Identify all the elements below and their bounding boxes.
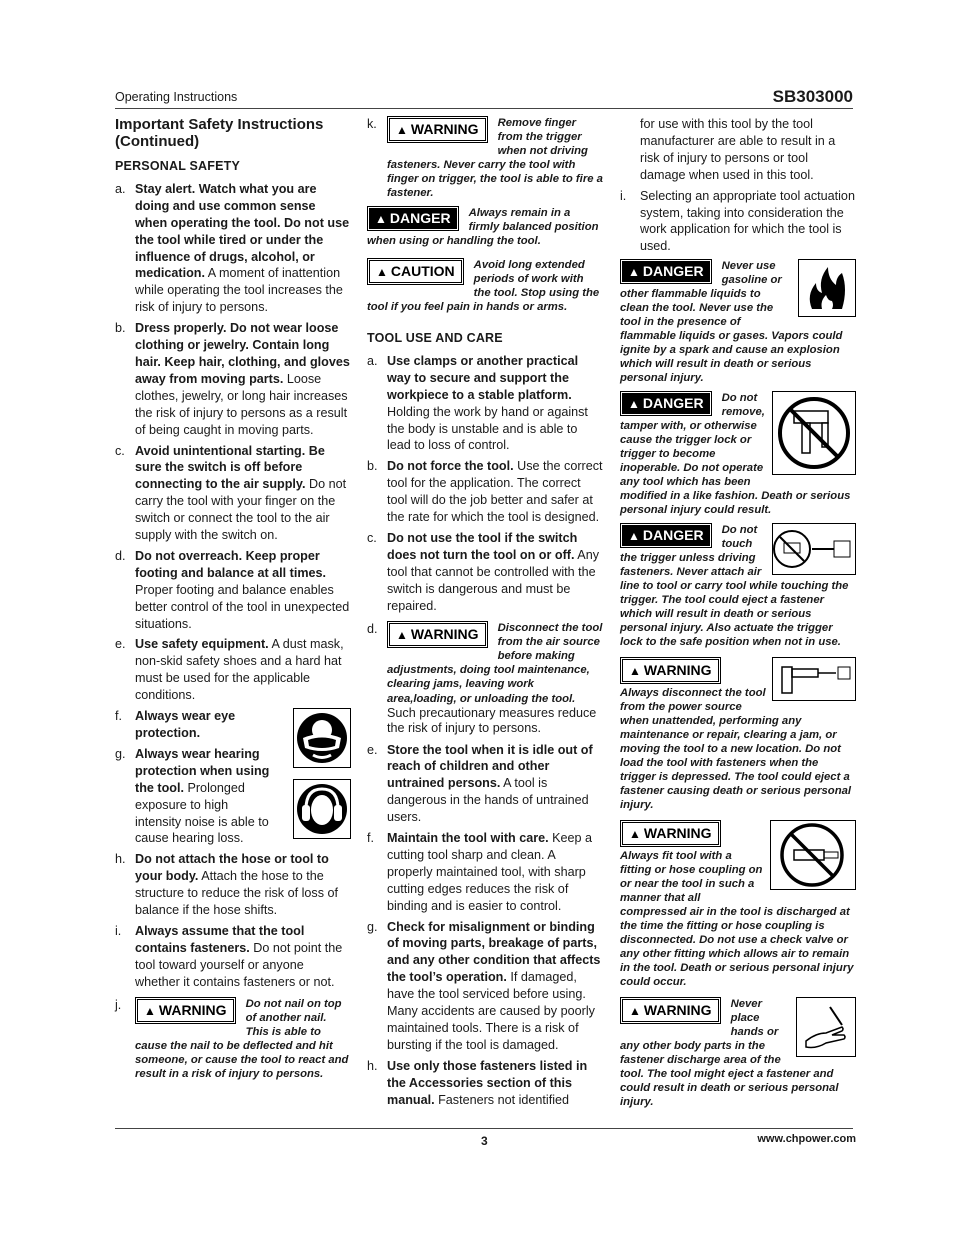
list-item: e. Use safety equipment. A dust mask, non-skid safety shoes and a hard hat must be used for the applicable conditions. [115,637,344,703]
list-item: b. Do not force the tool. Use the correct tool for the application. The correct tool will do the job better and safer at the rate for which the tool is designed. [367,459,603,525]
disconnect-air-icon [772,657,856,701]
warning-badge: ▲ WARNING [387,116,488,143]
list-item: e. Store the tool when it is idle out of reach of children and other untrained persons. A tool is dangerous in the hands of untrained users. [367,742,593,825]
warning-notice-fitting: ▲ WARNING Always fit tool with a fitting or hose coupling on or near the tool in such a manner that all compressed air in the tool is discharged at the time the fitting or hose coupling is disconnected. Do not use a check valve or any other fitting which allows air to remain in the tool. Death or serious personal injury could occur. [620,820,856,989]
warning-item-d: d. ▲ WARNING Disconnect the tool from the air source before making adjustments, doing tool maintenance, clearing jams, leaving work area,loading, or unloading the tool. Such precautionary measures reduce the risk of injury to persons. [367,621,603,735]
danger-notice-flammable: ▲ DANGER Never use gasoline or other flammable liquids to clean the tool. Never use the tool in the presence of flammable liquids or gases. Vapors could ignite by a spark and cause an explosion which will result in death or serious personal injury. [620,259,856,385]
danger-notice: ▲ DANGER Always remain in a firmly balanced position when using or handling the tool. [367,207,599,247]
warning-badge: ▲ WARNING [387,621,488,648]
hand-discharge-icon [796,997,856,1057]
danger-badge: ▲ DANGER [620,391,712,416]
list-item: h. Use only those fasteners listed in the Accessories section of this manual. Fasteners not identified [367,1058,588,1107]
list-item: i. Always assume that the tool contains fasteners. Do not point the tool toward yourself or anyone whether it contains fasteners or not. [115,923,343,989]
danger-notice-tamper: ▲ DANGER Do not remove, tamper with, or otherwise cause the trigger lock or trigger to become inoperable. Do not operate any tool which has been modified in a like fashion. Death or serious personal injury could result. [620,391,856,517]
section-heading-tool-use: TOOL USE AND CARE [367,331,503,345]
column-3 [620,116,856,1115]
trigger-air-line-icon [772,523,856,575]
caution-notice: ▲ CAUTION Avoid long extended periods of work with the tool. Stop using the tool if you feel pain in hands or arms. [367,259,600,313]
list-item: b. Dress properly. Do not wear loose clothing or jewelry. Contain long hair. Keep hair, clothing, and gloves away from moving parts. Loose clothes, jewelry, or long hair increases the risk of injury to persons as a result of being caught in moving parts. [115,321,350,437]
list-item: h. Do not attach the hose or tool to your body. Attach the hose to the structure to reduce the risk of loss of balance if the hose shifts. [115,852,338,918]
danger-badge: ▲ DANGER [620,523,712,548]
warning-badge: ▲ WARNING [620,820,721,847]
list-item: c. Do not use the tool if the switch does not turn the tool on or off. Any tool that cannot be controlled with the switch is dangerous and must be repaired. [367,530,599,613]
warning-badge: ▲ WARNING [620,997,721,1024]
section-heading-personal-safety: PERSONAL SAFETY [115,159,241,173]
continued-text: for use with this tool by the tool manufacturer are able to result in a risk of injury to persons or tool damage when used in this tool. [640,117,836,182]
website-link[interactable]: www.chpower.com [757,1133,856,1145]
caution-badge: ▲ CAUTION [367,258,464,285]
list-item: g. Always wear hearing protection when using the tool. Prolonged exposure to high intensity noise is able to cause hearing loss. [115,746,270,846]
list-item: a. Stay alert. Watch what you are doing and use common sense when operating the tool. Do not use the tool while tired or under the influence of drugs, alcohol, or medication. A moment of inattention while operating the tool increases the risk of injury to persons. [115,181,350,315]
warning-notice-hands: ▲ WARNING Never place hands or any other body parts in the fastener discharge area of the tool. The tool might eject a fastener and could result in death or serious personal injury. [620,997,856,1109]
list-item: d. Do not overreach. Keep proper footing and balance at all times. Proper footing and balance enables better control of the tool in unexpected situations. [115,548,350,631]
no-tampering-nailer-icon [772,391,856,475]
page-title: Important Safety Instructions (Continued) [115,116,324,150]
danger-badge: ▲ DANGER [367,206,459,231]
warning-notice-disconnect: ▲ WARNING Always disconnect the tool from the power source when unattended, performing any maintenance or repair, clearing a jam, or moving the tool to a new location. Do not load the tool with fasteners when the trigger is depressed. The tool could eject a fastener causing death or serious personal injury. [620,657,856,812]
list-item: f. Maintain the tool with care. Keep a cutting tool sharp and clean. A properly maintained tool, with sharp cutting edges reduces the risk of binding and is easier to control. [367,831,593,913]
list-item: f. Always wear eye protection. [115,709,236,740]
no-fitting-icon [770,820,856,890]
fire-icon [798,259,856,317]
list-item: i. Selecting an appropriate tool actuation system, taking into consideration the work application for which the tool is used. [620,188,855,254]
footer-rule [115,1128,853,1129]
column-1 [115,116,351,1087]
ear-protection-icon [293,779,351,839]
header-rule [115,108,853,109]
list-item: a. Use clamps or another practical way to secure and support the workpiece to a stable platform. Holding the work by hand or against the body is unstable and is able to lead to loss of control. [367,353,588,453]
model-number: SB303000 [772,87,853,106]
page-number: 3 [481,1134,488,1148]
danger-badge: ▲ DANGER [620,259,712,284]
list-item: c. Avoid unintentional starting. Be sure the switch is off before connecting to the air supply. Do not carry the tool with your finger on the switch or connect the tool to the air supply with the switch on. [115,443,347,543]
warning-badge: ▲ WARNING [135,997,236,1024]
header-section-label: Operating Instructions [115,90,238,104]
list-item: g. Check for misalignment or binding of moving parts, breakage of parts, and any other condition that affects the tool’s operation. If damaged, have the tool serviced before using. Many accidents are caused by poorly maintained tools. There is a risk of bursting if the tool is damaged. [367,919,601,1052]
safety-goggles-icon [293,708,351,768]
danger-notice-trigger: ▲ DANGER Do not touch the trigger unless driving fasteners. Never attach air line to tool or carry tool while touching the trigger. The tool could eject a fastener which will result in death or serious personal injury. Also actuate the trigger lock to the safe position when not in use. [620,523,856,649]
warning-badge: ▲ WARNING [620,657,721,684]
warning-item-j: j. ▲ WARNING Do not nail on top of another nail. This is able to cause the nail to be deflected and hit someone, or cause the tool to react and result in a risk of injury to persons. [115,997,349,1080]
warning-item-k: k. ▲ WARNING Remove finger from the trigger when not driving fasteners. Never carry the tool with finger on trigger, the tool is able to fire a fastener. [367,117,603,199]
column-2 [367,116,603,1113]
